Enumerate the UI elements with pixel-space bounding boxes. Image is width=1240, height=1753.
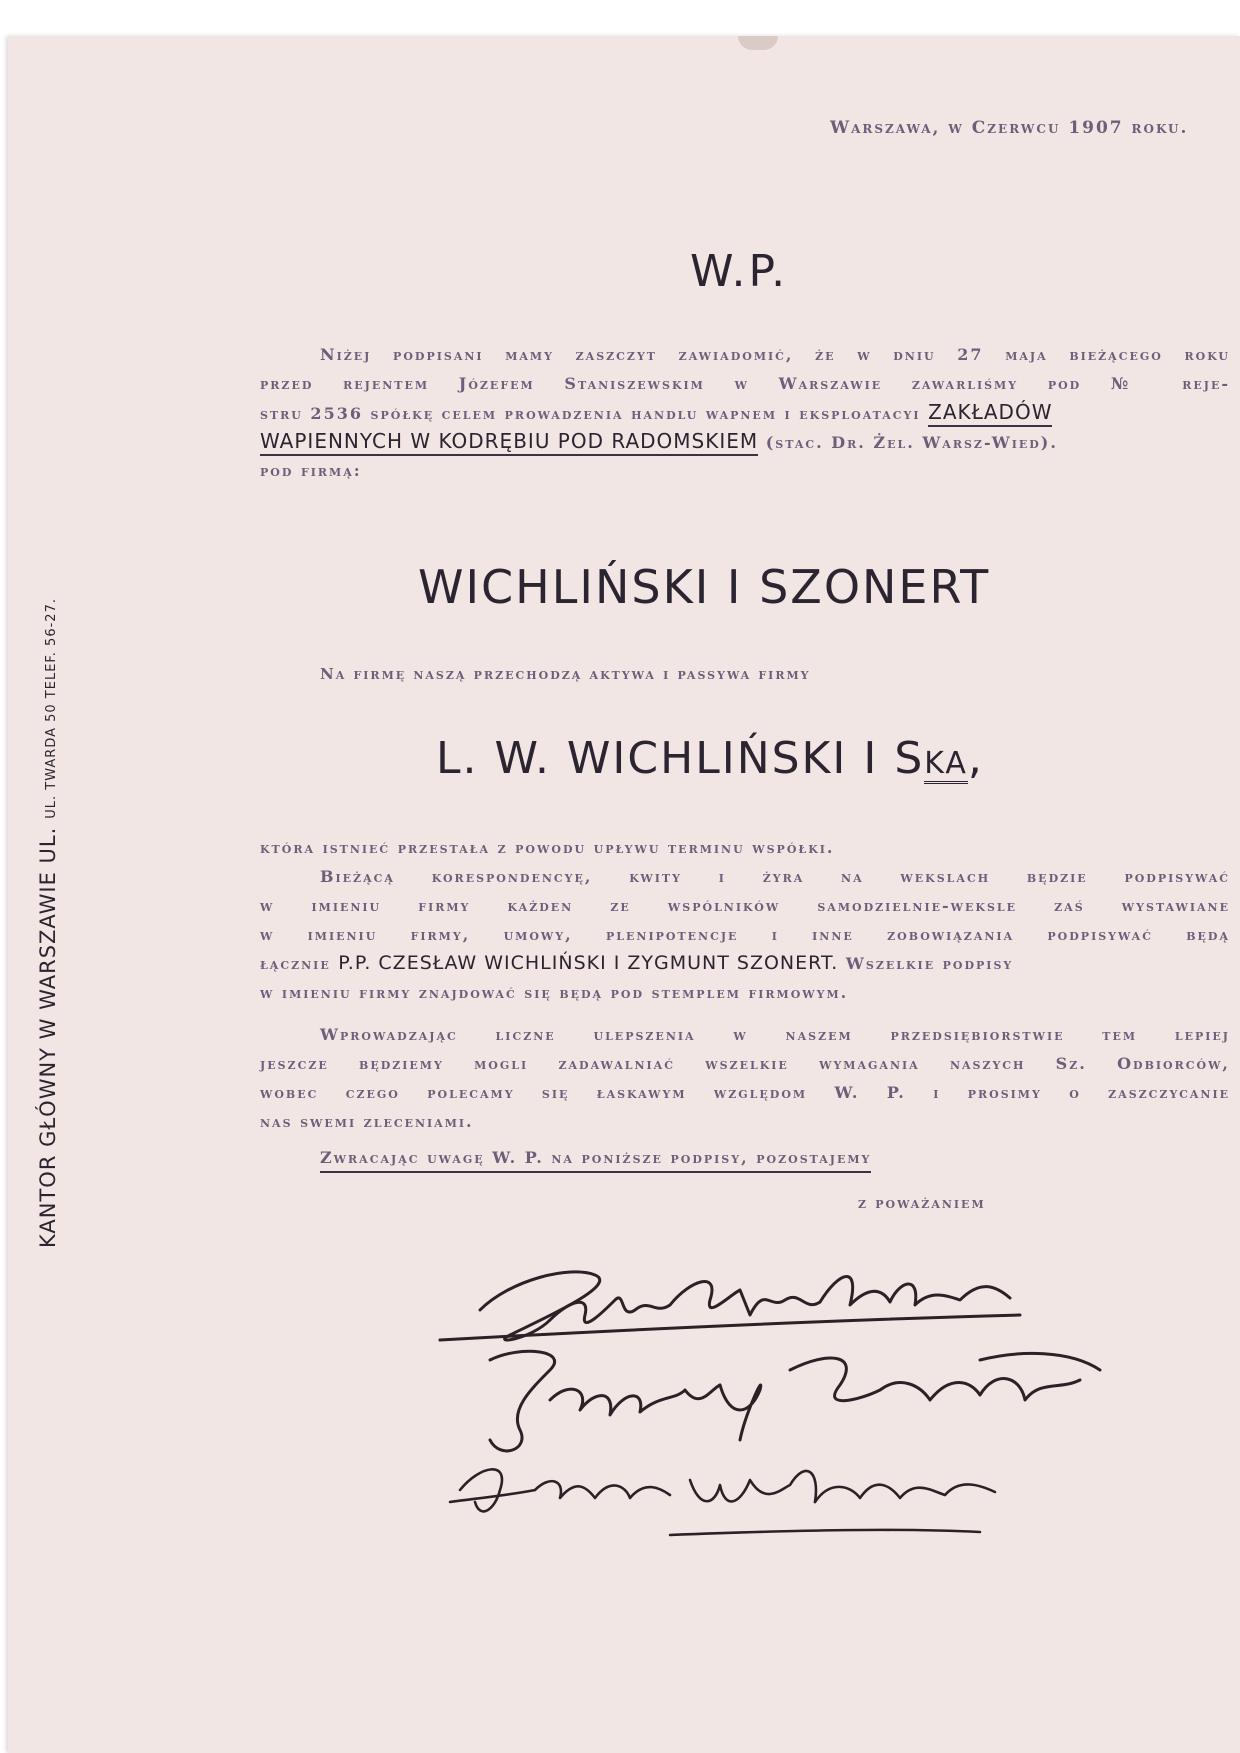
paragraph-line: w imieniu firmy, umowy, plenipotencje i inne zobowiązania podpisywać będą (260, 925, 1230, 944)
paragraph-improvements (260, 1020, 1230, 1136)
paragraph-line-text: łącznie (260, 954, 331, 973)
closing-line: Zwracając uwagę W. P. na poniższe podpisy, pozostajemy (320, 1148, 871, 1173)
transfer-line: Na firmę naszą przechodzą aktywa i passywa firmy (320, 665, 811, 683)
paragraph-line: jeszcze będziemy mogli zadawalniać wszelkie wymagania naszych Sz. Odbiorców, (260, 1054, 1230, 1073)
side-address (36, 598, 60, 1248)
paragraph-line: Bieżącą korespondencyę, kwity i żyra na wekslach będzie podpisywać (320, 867, 1230, 886)
partner-names: P.P. CZESŁAW WICHLIŃSKI I ZYGMUNT SZONERT. (338, 952, 839, 974)
firm-name: WICHLIŃSKI I SZONERT (418, 560, 991, 614)
paragraph-line: przed rejentem Józefem Staniszewskim w Warszawie zawarliśmy pod № reje- (260, 374, 1230, 393)
signature-czeslaw (440, 1272, 1020, 1340)
side-address-main: KANTOR GŁÓWNY W WARSZAWIE UL. (36, 826, 60, 1248)
signature-zygmunt (490, 1351, 1100, 1451)
paragraph-line-text: stru 2536 spółkę celem prowadzenia handlu wapnem i eksploatacyi (260, 404, 921, 423)
previous-firm-name (436, 733, 984, 784)
previous-firm-comma: , (967, 733, 984, 784)
salutation: W.P. (690, 246, 789, 297)
paragraph-line: Niżej podpisani mamy zaszczyt zawiadomić, że w dniu 27 maja bieżącego roku (320, 345, 1230, 364)
previous-firm-main: L. W. WICHLIŃSKI I S (436, 733, 925, 784)
paragraph-line: wobec czego polecamy się łaskawym względom W. P. i prosimy o zaszczycanie (260, 1083, 1230, 1102)
paragraph-line: nas swemi zleceniami. (260, 1112, 474, 1131)
paragraph-announcement (260, 340, 1230, 485)
signature-helena (450, 1469, 995, 1535)
side-address-sub: UL. TWARDA 50 TELEF. 56-27. (44, 598, 59, 819)
paragraph-line (260, 949, 1230, 978)
station-note: (stac. Dr. Żel. Warsz-Wied). (765, 433, 1058, 452)
paragraph-line (260, 427, 1230, 456)
paragraph-line-text: Wszelkie podpisy (845, 954, 1014, 973)
paper-stain (738, 36, 778, 50)
paragraph-line: Wprowadzając liczne ulepszenia w naszem przedsiębiorstwie tem lepiej (320, 1025, 1230, 1044)
previous-firm-suffix: KA (924, 733, 968, 784)
paragraph-line (260, 398, 1230, 427)
paragraph-line: pod firmą: (260, 461, 362, 480)
paragraph-line: która istnieć przestała z powodu upływu terminu współki. (260, 838, 835, 857)
regards: z poważaniem (858, 1194, 986, 1212)
paragraph-line: w imieniu firmy każden ze wspólników samodzielnie-weksle zaś wystawiane (260, 896, 1230, 915)
underlined-works-2: WAPIENNYCH W KODRĘBIU POD RADOMSKIEM (260, 429, 758, 456)
paragraph-correspondence (260, 833, 1230, 1007)
handwritten-signatures (420, 1240, 1220, 1560)
paragraph-line: w imieniu firmy znajdować się będą pod stemplem firmowym. (260, 983, 849, 1002)
underlined-works-1: ZAKŁADÓW (928, 400, 1052, 427)
dateline: Warszawa, w Czerwcu 1907 roku. (830, 118, 1189, 138)
